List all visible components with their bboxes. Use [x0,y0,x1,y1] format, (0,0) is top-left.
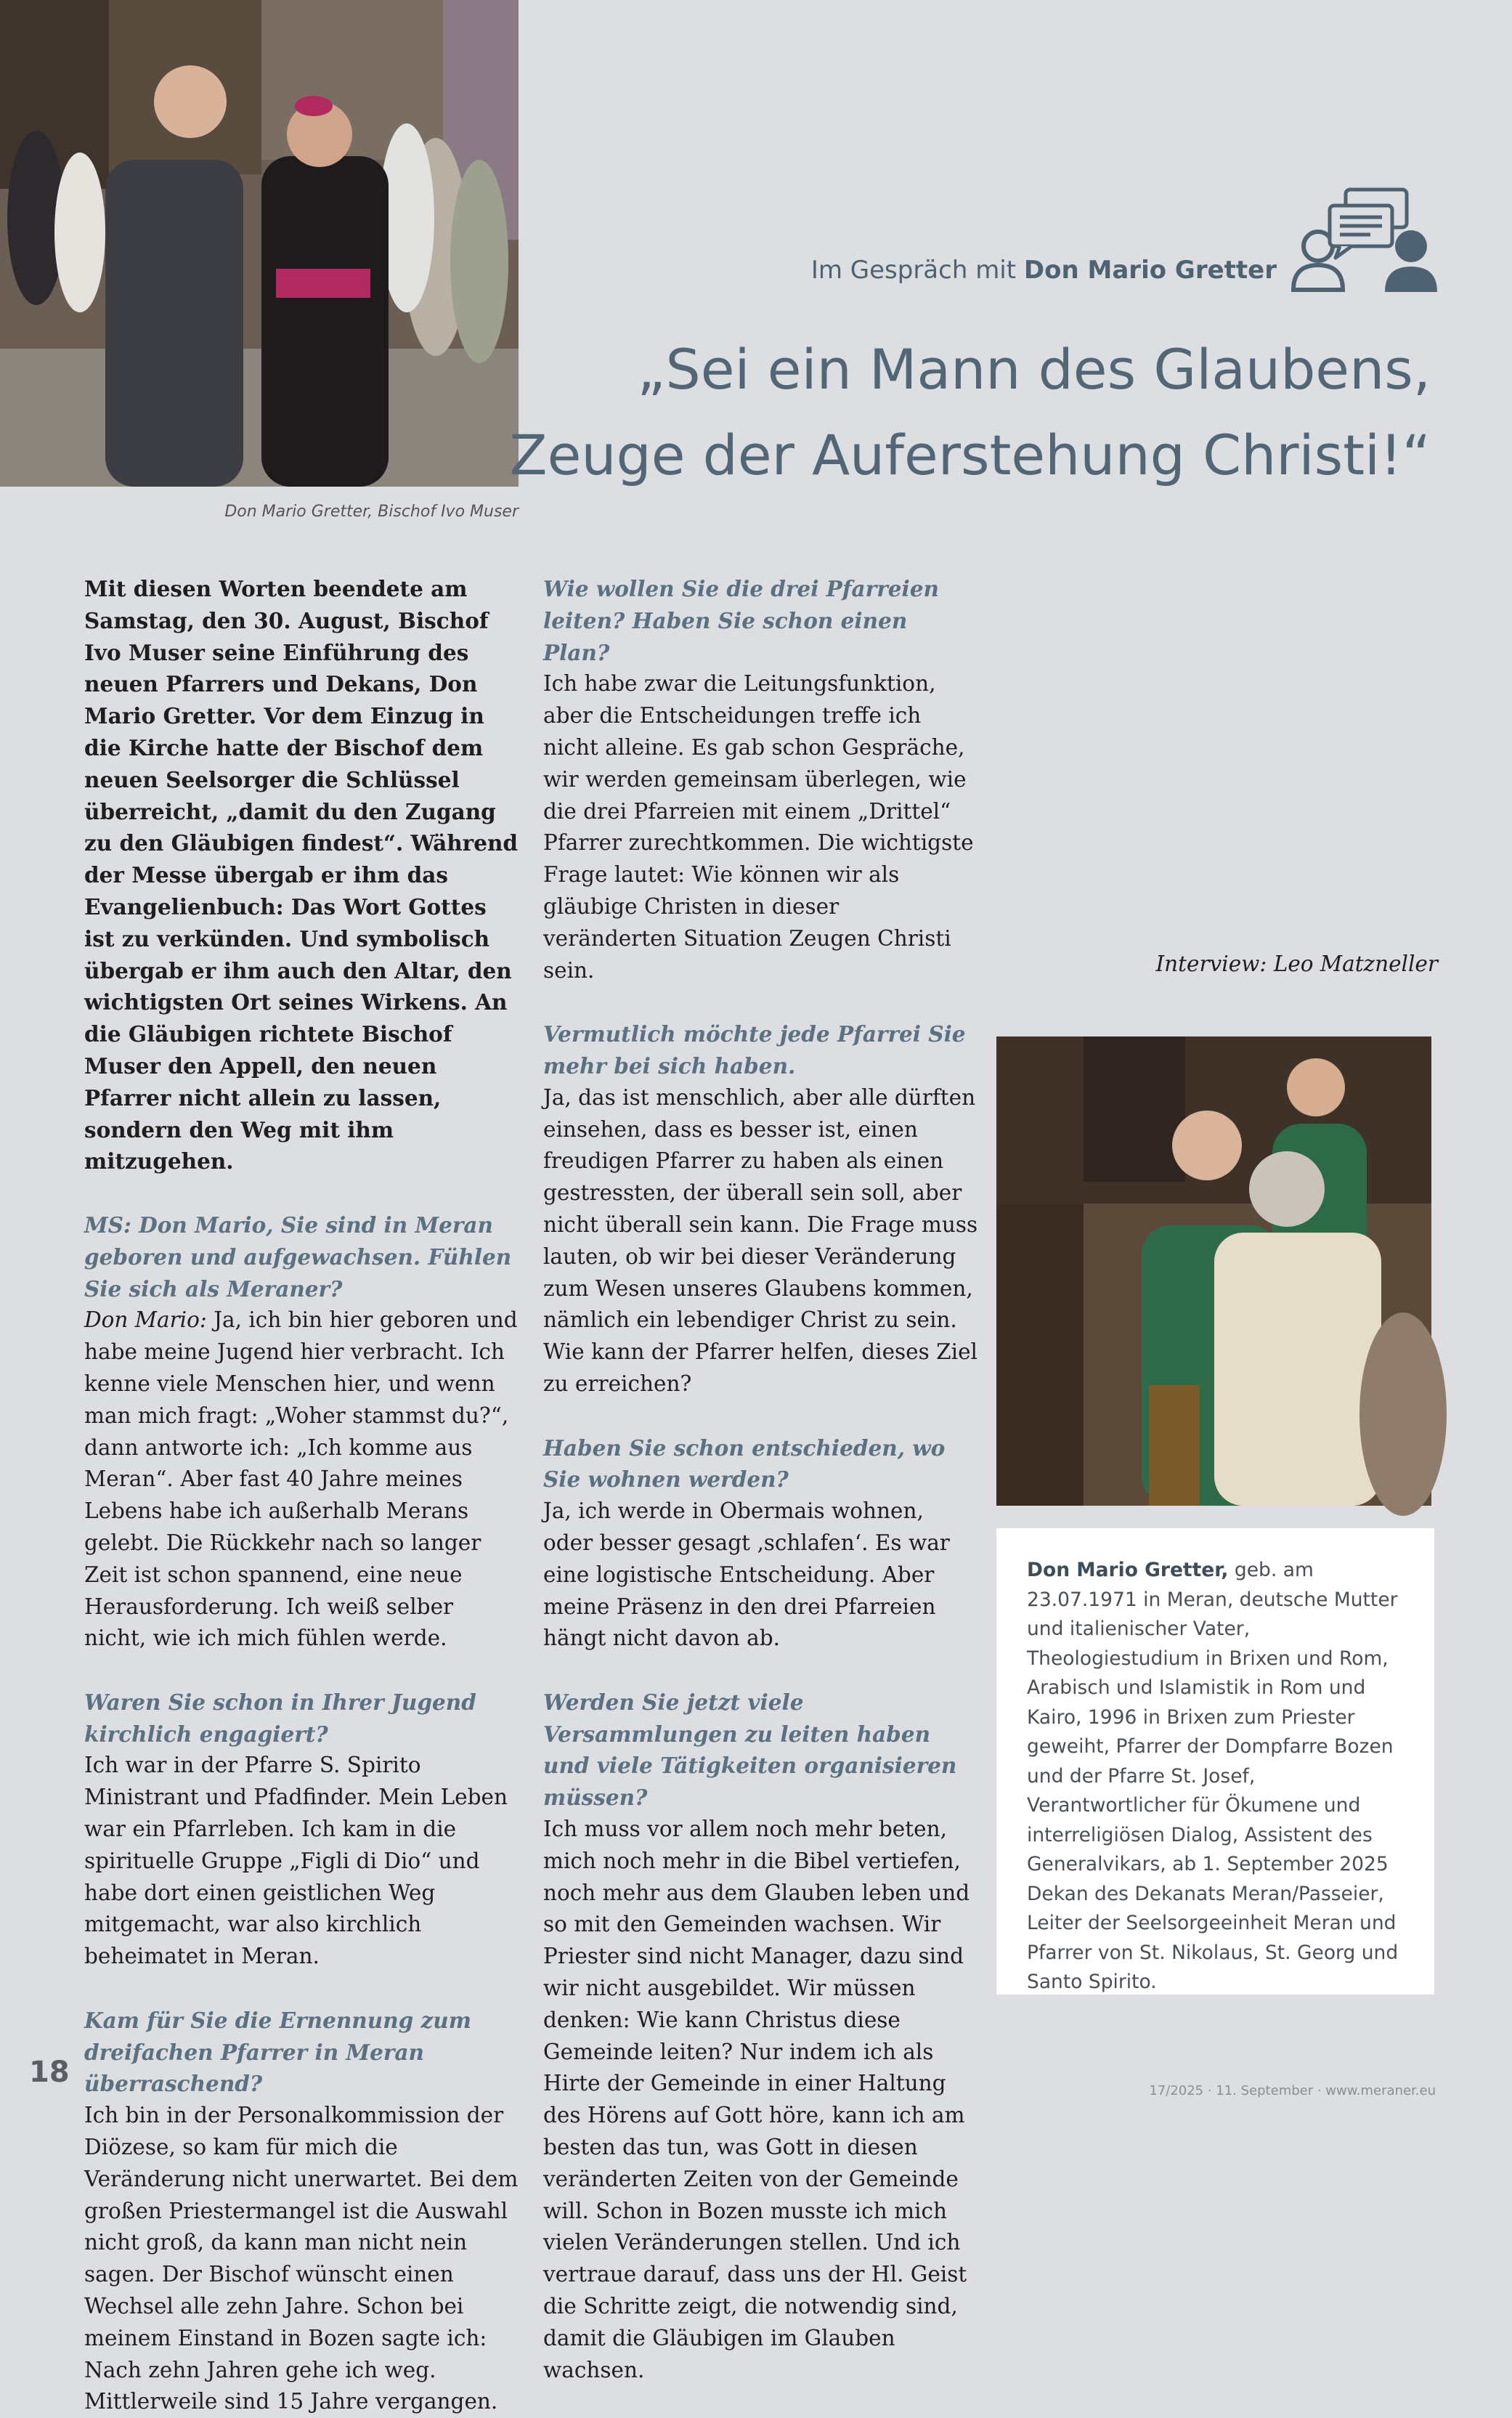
question-5: Vermutlich möchte jede Pfarrei Sie mehr bei sich haben. [543,1021,966,1079]
answer-4: Ich habe zwar die Leitungsfunktion, aber die Entscheidungen treffe ich nicht alleine. Es gab schon Gespräche, wir werden gemeinsam überlegen, wie die drei Pfarreien mit einem „Drittel“ Pfarrer zurechtkommen. Die wichtigste Frage lautet: Wie können wir als gläubige Christen in dieser veränderten Situation Zeugen Christi sein. [543,671,974,983]
answer-1-text: Ja, ich bin hier geboren und habe meine Jugend hier verbracht. Ich kenne viele Menschen hier, und wenn man mich fragt: „Woher stammst du?“, dann antworte ich: „Ich komme aus Meran“. Aber fast 40 Jahre meines Lebens habe ich außerhalb Merans gelebt. Die Rückkehr nach so langer Zeit ist schon spannend, eine neue Herausforderung. Ich weiß selber nicht, wie ich mich fühlen werde. [84,1307,518,1651]
photo-top [0,0,519,487]
qa-block-3 [84,2005,520,2418]
kicker-name: Don Mario Gretter [1023,256,1277,285]
qa-block-2 [84,1687,520,1973]
question-6: Haben Sie schon entschieden, wo Sie wohnen werden? [543,1435,946,1493]
answer-6: Ja, ich werde in Obermais wohnen, oder besser gesagt ‚schlafen‘. Es war eine logistische Entscheidung. Aber meine Präsenz in den drei Pfarreien hängt nicht davon ab. [543,1498,950,1651]
answer-7: Ich muss vor allem noch mehr beten, mich noch mehr in die Bibel vertiefen, noch mehr aus dem Glauben leben und so mit den Gemeinden wachsen. Wir Priester sind nicht Manager, dazu sind wir nicht ausgebildet. Wir müssen denken: Wie kann Christus diese Gemeinde leiten? Nur indem ich als Hirte der Gemeinde in einer Haltung des Hörens auf Gott höre, kann ich am besten das tun, was Gott in diesen veränderten Zeiten von der Gemeinde will. Schon in Bozen musste ich mich vielen Veränderungen stellen. Und ich vertraue darauf, dass uns der Hl. Geist die Schritte zeigt, die notwendig sind, damit die Gläubigen im Glauben wachsen. [543,1817,970,2382]
article-lead: Mit diesen Worten beendete am Samstag, den 30. August, Bischof Ivo Muser seine Einführung des neuen Pfarrers und Dekans, Don Mario Gretter. Vor dem Einzug in die Kirche hatte der Bischof dem neuen Seelsorger die Schlüssel überreicht, „damit du den Zugang zu den Gläubigen findest“. Während der Messe übergab er ihm das Evangelienbuch: Das Wort Gottes ist zu verkünden. Und symbolisch übergab er ihm auch den Altar, den wichtigsten Ort seines Wirkens. An die Gläubigen richtete Bischof Muser den Appell, den neuen Pfarrer nicht allein zu lassen, sondern den Weg mit ihm mitzugehen. [84,576,519,1174]
answer-2: Ich war in der Pfarre S. Spirito Ministrant und Pfadfinder. Mein Leben war ein Pfarrleben. Ich kam in die spirituelle Gruppe „Figli di Dio“ und habe dort einen geistlichen Weg mitgemacht, war also kirchlich beheimatet in Meran. [84,1753,508,1969]
photo-top-image [0,0,519,487]
bio-box [996,1528,1434,1995]
question-3: Kam für Sie die Ernennung zum dreifachen Pfarrer in Meran überraschend? [84,2007,471,2097]
answer-5: Ja, das ist menschlich, aber alle dürften einsehen, dass es besser ist, einen freudigen Pfarrer zu haben als einen gestressten, der überall sein soll, aber nicht überall sein kann. Die Frage muss lauten, ob wir bei dieser Veränderung zum Wesen unseres Glaubens kommen, nämlich ein lebendiger Christ zu sein. Wie kann der Pfarrer helfen, dieses Ziel zu erreichen? [543,1084,978,1396]
headline [487,327,1431,498]
headline-line-1: „Sei ein Mann des Glaubens, [637,337,1431,402]
bio-name: Don Mario Gretter, [1027,1559,1229,1581]
conversation-icon [1289,187,1440,292]
photo-bottom-image [996,1036,1431,1506]
bio-text: geb. am 23.07.1971 in Meran, deutsche Mutter und italienischer Vater, Theologiestudium in Brixen und Rom, Arabisch und Islamistik in Rom und Kairo, 1996 in Brixen zum Priester geweiht, Pfarrer der Dompfarre Bozen und der Pfarre St. Josef, Verantwortlicher für Ökumene und interreligiösen Dialog, Assistent des Generalvikars, ab 1. September 2025 Dekan des Dekanats Meran/Passeier, Leiter der Seelsorgeeinheit Meran und Pfarrer von St. Nikolaus, St. Georg und Santo Spirito. [1027,1559,1399,1993]
photo-bottom [996,1036,1431,1506]
qa-block-6 [543,1432,979,1655]
interview-signature: Interview: Leo Matzneller [1155,952,1438,976]
headline-line-2: Zeuge der Auferstehung Christi!“ [509,423,1431,487]
question-4: Wie wollen Sie die drei Pfarreien leiten? Haben Sie schon einen Plan? [543,576,939,665]
answer-1 [84,1305,520,1655]
question-7: Werden Sie jetzt viele Versammlungen zu leiten haben und viele Tätigkeiten organisieren müssen? [543,1689,957,1811]
qa-block-7 [543,1687,979,2387]
qa-block-5 [543,1018,979,1400]
page-number: 18 [29,2056,70,2089]
article-column-2 [543,573,979,2382]
issue-footer: 17/2025 · 11. September · www.meraner.eu [1149,2083,1436,2098]
kicker-prefix: Im Gespräch mit [810,256,1017,285]
question-2: Waren Sie schon in Ihrer Jugend kirchlich engagiert? [84,1689,476,1747]
qa-block-1 [84,1209,520,1655]
interview-kicker [811,256,1277,285]
article-column-1 [84,573,520,2414]
question-1: MS: Don Mario, Sie sind in Meran geboren und aufgewachsen. Fühlen Sie sich als Meraner? [84,1212,512,1302]
answer-3: Ich bin in der Personalkommission der Diözese, so kam für mich die Veränderung nicht unerwartet. Bei dem großen Priestermangel ist die Auswahl nicht groß, da kann man nicht nein sagen. Der Bischof wünscht einen Wechsel alle zehn Jahre. Schon bei meinem Einstand in Bozen sagte ich: Nach zehn Jahren gehe ich weg. Mittlerweile sind 15 Jahre vergangen. [84,2103,519,2414]
answer-speaker: Don Mario: [84,1307,207,1333]
photo-top-caption: Don Mario Gretter, Bischof Ivo Muser [224,503,519,521]
qa-block-4 [543,573,979,986]
article-column-3 [1002,949,1438,1013]
